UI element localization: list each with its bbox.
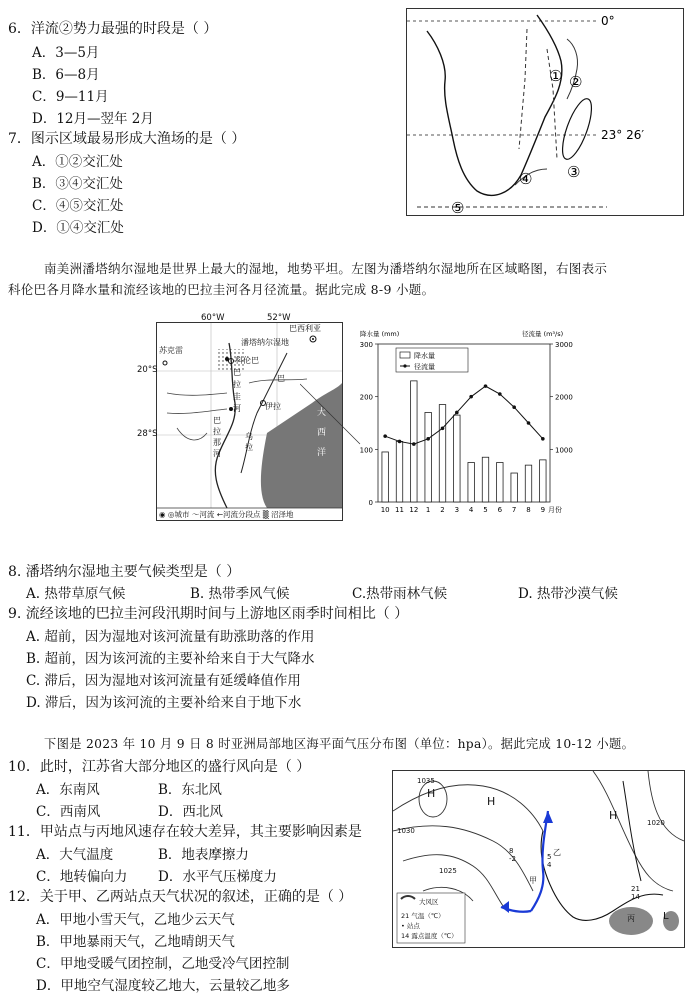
x-axis-suffix: 月份	[548, 506, 562, 514]
legend-temp: 21 气温（℃）	[401, 912, 445, 920]
lon-52w-label: 52°W	[267, 313, 291, 323]
high-pressure-east: H	[609, 809, 618, 822]
uruguay-river-label: 乌 拉	[245, 432, 253, 452]
intro-10-12: 下图是 2023 年 10 月 9 日 8 时亚洲局部地区海平面气压分布图（单位：hpa）。据此完成 10-12 小题。	[44, 737, 635, 751]
left-tick-label: 0	[368, 499, 373, 507]
q8-option-a: A. 热带草原气候	[26, 586, 126, 602]
q12-option-b: B．甲地暴雨天气，乙地晴朗天气	[36, 934, 235, 950]
q11-stem: 11．甲站点与丙地风速存在较大差异，其主要影响因素是	[8, 824, 362, 840]
station-yi-values: 5 4	[547, 853, 552, 869]
runoff-point	[512, 405, 516, 409]
runoff-line	[385, 386, 543, 444]
q6-stem: 6．洋流②势力最强的时段是（ ）	[8, 21, 218, 37]
q9-option-b: B. 超前，因为该河流的主要补给来自于大气降水	[26, 651, 315, 667]
lat-28s-label: 28°S	[137, 429, 158, 439]
q10-stem: 10．此时，江苏省大部分地区的盛行风向是（ ）	[8, 759, 311, 775]
sucre-label: 苏克雷	[159, 346, 183, 355]
precip-bar	[482, 457, 488, 502]
itaipu-label: 巴	[277, 374, 285, 383]
current-1-label: ①	[549, 67, 563, 85]
q7-option-d: D．①④交汇处	[32, 220, 124, 236]
x-tick-label: 3	[454, 506, 460, 514]
runoff-point	[383, 434, 387, 438]
map-legend: ◉ ◎城市 ～河流 ←河流分段点 ▒ 沼泽地	[159, 510, 294, 519]
precip-bar	[439, 405, 445, 502]
runoff-point	[426, 437, 430, 441]
station-yi-label: 乙	[553, 848, 561, 857]
left-tick-label: 200	[359, 393, 373, 402]
precip-bar	[497, 463, 503, 503]
q6-option-a: A．3—5月	[32, 45, 100, 61]
current-3-label: ③	[567, 163, 581, 181]
isobar-1025-label: 1025	[439, 867, 457, 875]
q11-option-a: A．大气温度	[36, 847, 114, 863]
right-tick-label: 3000	[555, 341, 573, 349]
runoff-point	[398, 440, 402, 444]
q9-option-d: D. 滞后，因为该河流的主要补给来自于地下水	[26, 695, 302, 711]
legend-gale: 大风区	[419, 898, 439, 906]
q12-option-a: A．甲地小雪天气，乙地少云天气	[36, 912, 235, 928]
runoff-point	[541, 437, 545, 441]
q12-stem: 12．关于甲、乙两站点天气状况的叙述，正确的是（ ）	[8, 889, 353, 905]
isobar-1035-label: 1035	[417, 777, 435, 785]
q10-option-c: C．西南风	[36, 804, 101, 820]
precip-bar	[396, 441, 402, 502]
left-axis-title: 降水量 (mm)	[360, 330, 400, 338]
x-tick-label: 12	[409, 506, 419, 514]
q12-option-c: C．甲地受暖气团控制，乙地受冷气团控制	[36, 956, 290, 972]
x-tick-label: 10	[380, 506, 390, 514]
precip-bar	[540, 460, 546, 502]
q10-option-a: A．东南风	[36, 782, 100, 798]
precip-bar	[454, 415, 460, 502]
right-tick-label: 1000	[555, 446, 573, 455]
q6-option-d: D．12月—翌年 2月	[32, 111, 154, 127]
q11-option-b: B．地表摩擦力	[158, 847, 249, 863]
q7-option-a: A．①②交汇处	[32, 154, 123, 170]
atlantic-ocean-label: 大 西 洋	[317, 408, 327, 458]
q9-option-c: C. 滞后，因为湿地对该河流量有延缓峰值作用	[26, 673, 301, 689]
runoff-point	[527, 421, 531, 425]
x-tick-label: 2	[440, 506, 445, 514]
q12-option-d: D．甲地空气湿度较乙地大，云量较乙地多	[36, 978, 290, 994]
left-tick-label: 100	[359, 446, 373, 455]
q7-stem: 7．图示区域最易形成大渔场的是（ ）	[8, 131, 246, 147]
runoff-point	[469, 395, 473, 399]
legend-bar-swatch	[400, 352, 410, 358]
intro-8-9-line2: 科伦巴各月降水量和流经该地的巴拉圭河各月径流量。据此完成 8-9 小题。	[8, 282, 435, 297]
runoff-point	[441, 426, 445, 430]
x-tick-label: 5	[483, 506, 488, 514]
q6-option-b: B．6—8月	[32, 67, 100, 83]
x-tick-label: 8	[526, 506, 531, 514]
station-jia-label: 甲	[529, 876, 537, 885]
x-tick-label: 4	[468, 506, 474, 514]
isobar-1020-label: 1020	[647, 819, 665, 827]
pantanal-label: 潘塔纳尔湿地	[241, 338, 289, 347]
x-tick-label: 11	[395, 506, 404, 514]
current-5-label: ⑤	[451, 199, 465, 215]
paraguay-river-label: 巴 拉 圭 河	[233, 368, 241, 413]
runoff-point	[412, 442, 416, 446]
q10-option-d: D．西北风	[158, 804, 223, 820]
precip-bar	[468, 463, 474, 503]
legend-dewpoint: 14 露点温度（℃）	[401, 932, 458, 940]
legend-station: • 站点	[401, 922, 420, 930]
precip-bar	[425, 412, 431, 502]
high-pressure-center: H	[487, 795, 496, 808]
q10-option-b: B．东北风	[158, 782, 222, 798]
lat-0-label: 0°	[601, 14, 615, 28]
q9-stem: 9. 流经该地的巴拉圭河段汛期时间与上游地区雨季时间相比（ ）	[8, 606, 409, 622]
q11-option-c: C．地转偏向力	[36, 869, 128, 885]
low-pressure: L	[663, 911, 669, 922]
ocean-current-map	[406, 8, 684, 216]
runoff-point	[484, 384, 488, 388]
left-tick-label: 300	[359, 341, 373, 349]
precip-runoff-chart	[354, 322, 586, 532]
pressure-map	[392, 770, 685, 948]
q6-option-c: C．9—11月	[32, 89, 109, 105]
precip-bar	[382, 452, 388, 502]
q8-option-b: B. 热带季风气候	[190, 586, 290, 602]
precip-bar	[511, 473, 517, 502]
q9-option-a: A. 超前，因为湿地对该河流量有助涨助落的作用	[26, 629, 315, 645]
x-tick-label: 9	[540, 506, 546, 514]
area-bing-label: 丙	[627, 914, 635, 923]
station-jia-values: 8 -2	[509, 847, 516, 863]
q8-option-c: C.热带雨林气候	[352, 586, 448, 602]
corumba-label: 科伦巴	[235, 356, 259, 365]
right-axis-title: 径流量 (m³/s)	[522, 330, 564, 338]
lon-60w-label: 60°W	[201, 313, 225, 323]
q11-option-d: D．水平气压梯度力	[158, 869, 277, 885]
precip-bar	[411, 381, 417, 502]
brasilia-label: 巴西利亚	[289, 324, 321, 333]
intro-8-9-line1: 南美洲潘塔纳尔湿地是世界上最大的湿地，地势平坦。左图为潘塔纳尔湿地所在区域略图，右图表示	[44, 261, 608, 276]
right-tick-label: 2000	[555, 393, 573, 402]
q7-option-c: C．④⑤交汇处	[32, 198, 124, 214]
station-bing-values: 21 14	[631, 885, 640, 901]
current-4-label: ④	[519, 170, 533, 188]
lat-20s-label: 20°S	[137, 365, 158, 375]
x-tick-label: 1	[425, 506, 431, 514]
legend-runoff-label: 径流量	[414, 363, 435, 371]
q8-stem: 8. 潘塔纳尔湿地主要气候类型是（ ）	[8, 564, 241, 580]
lat-tropic-label: 23° 26′	[601, 128, 645, 142]
precip-bar	[525, 465, 531, 502]
itaipu2-label: 伊拉	[265, 402, 281, 411]
high-pressure-west: H	[427, 787, 436, 800]
x-tick-label: 7	[511, 506, 517, 514]
x-tick-label: 6	[497, 506, 503, 514]
q8-option-d: D. 热带沙漠气候	[518, 586, 618, 602]
parana-river-label: 巴 拉 那 河	[213, 416, 221, 458]
runoff-point	[498, 392, 502, 396]
q7-option-b: B．③④交汇处	[32, 176, 123, 192]
isobar-1030-label: 1030	[397, 827, 415, 835]
legend-line-dot	[403, 364, 406, 367]
legend-precip-label: 降水量	[414, 352, 435, 360]
current-2-label: ②	[569, 73, 583, 91]
runoff-point	[455, 411, 459, 415]
